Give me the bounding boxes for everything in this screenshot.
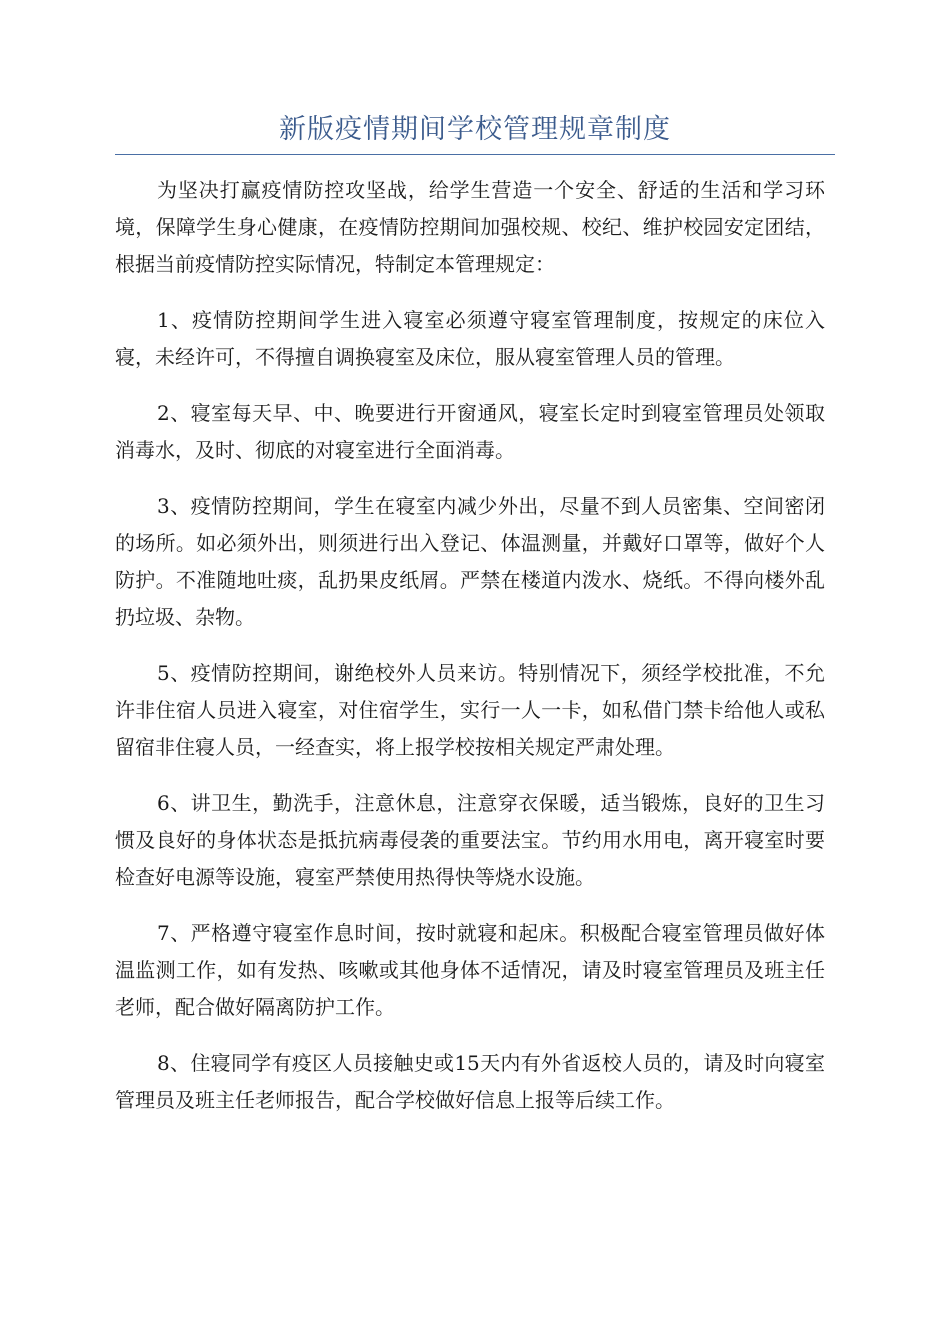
title-underline [115, 154, 835, 155]
intro-paragraph: 为坚决打赢疫情防控攻坚战，给学生营造一个安全、舒适的生活和学习环境，保障学生身心健康，在疫情防控期间加强校规、校纪、维护校园安定团结，根据当前疫情防控实际情况，特制定本管理规定： [115, 178, 825, 276]
rule-paragraph-2: 2、寝室每天早、中、晚要进行开窗通风，寝室长定时到寝室管理员处领取消毒水，及时、彻底的对寝室进行全面消毒。 [115, 401, 825, 462]
rule-paragraph-5: 5、疫情防控期间，谢绝校外人员来访。特别情况下，须经学校批准，不允许非住宿人员进入寝室，对住宿学生，实行一人一卡，如私借门禁卡给他人或私留宿非住寝人员，一经查实，将上报学校按相关规定严肃处理。 [115, 661, 825, 759]
rule-paragraph-1: 1、疫情防控期间学生进入寝室必须遵守寝室管理制度，按规定的床位入寝，未经许可，不得擅自调换寝室及床位，服从寝室管理人员的管理。 [115, 308, 825, 369]
document-title: 新版疫情期间学校管理规章制度 [279, 114, 671, 145]
rule-paragraph-3: 3、疫情防控期间，学生在寝室内减少外出，尽量不到人员密集、空间密闭的场所。如必须外出，则须进行出入登记、体温测量，并戴好口罩等，做好个人防护。不准随地吐痰，乱扔果皮纸屑。严禁在楼道内泼水、烧纸。不得向楼外乱扔垃圾、杂物。 [115, 494, 825, 629]
rule-paragraph-8: 8、住寝同学有疫区人员接触史或15天内有外省返校人员的，请及时向寝室管理员及班主任老师报告，配合学校做好信息上报等后续工作。 [115, 1051, 825, 1112]
document-body [115, 172, 825, 1138]
rule-paragraph-7: 7、严格遵守寝室作息时间，按时就寝和起床。积极配合寝室管理员做好体温监测工作，如有发热、咳嗽或其他身体不适情况，请及时寝室管理员及班主任老师，配合做好隔离防护工作。 [115, 921, 825, 1019]
rule-paragraph-6: 6、讲卫生，勤洗手，注意休息，注意穿衣保暖，适当锻炼，良好的卫生习惯及良好的身体状态是抵抗病毒侵袭的重要法宝。节约用水用电，离开寝室时要检查好电源等设施，寝室严禁使用热得快等烧水设施。 [115, 791, 825, 889]
